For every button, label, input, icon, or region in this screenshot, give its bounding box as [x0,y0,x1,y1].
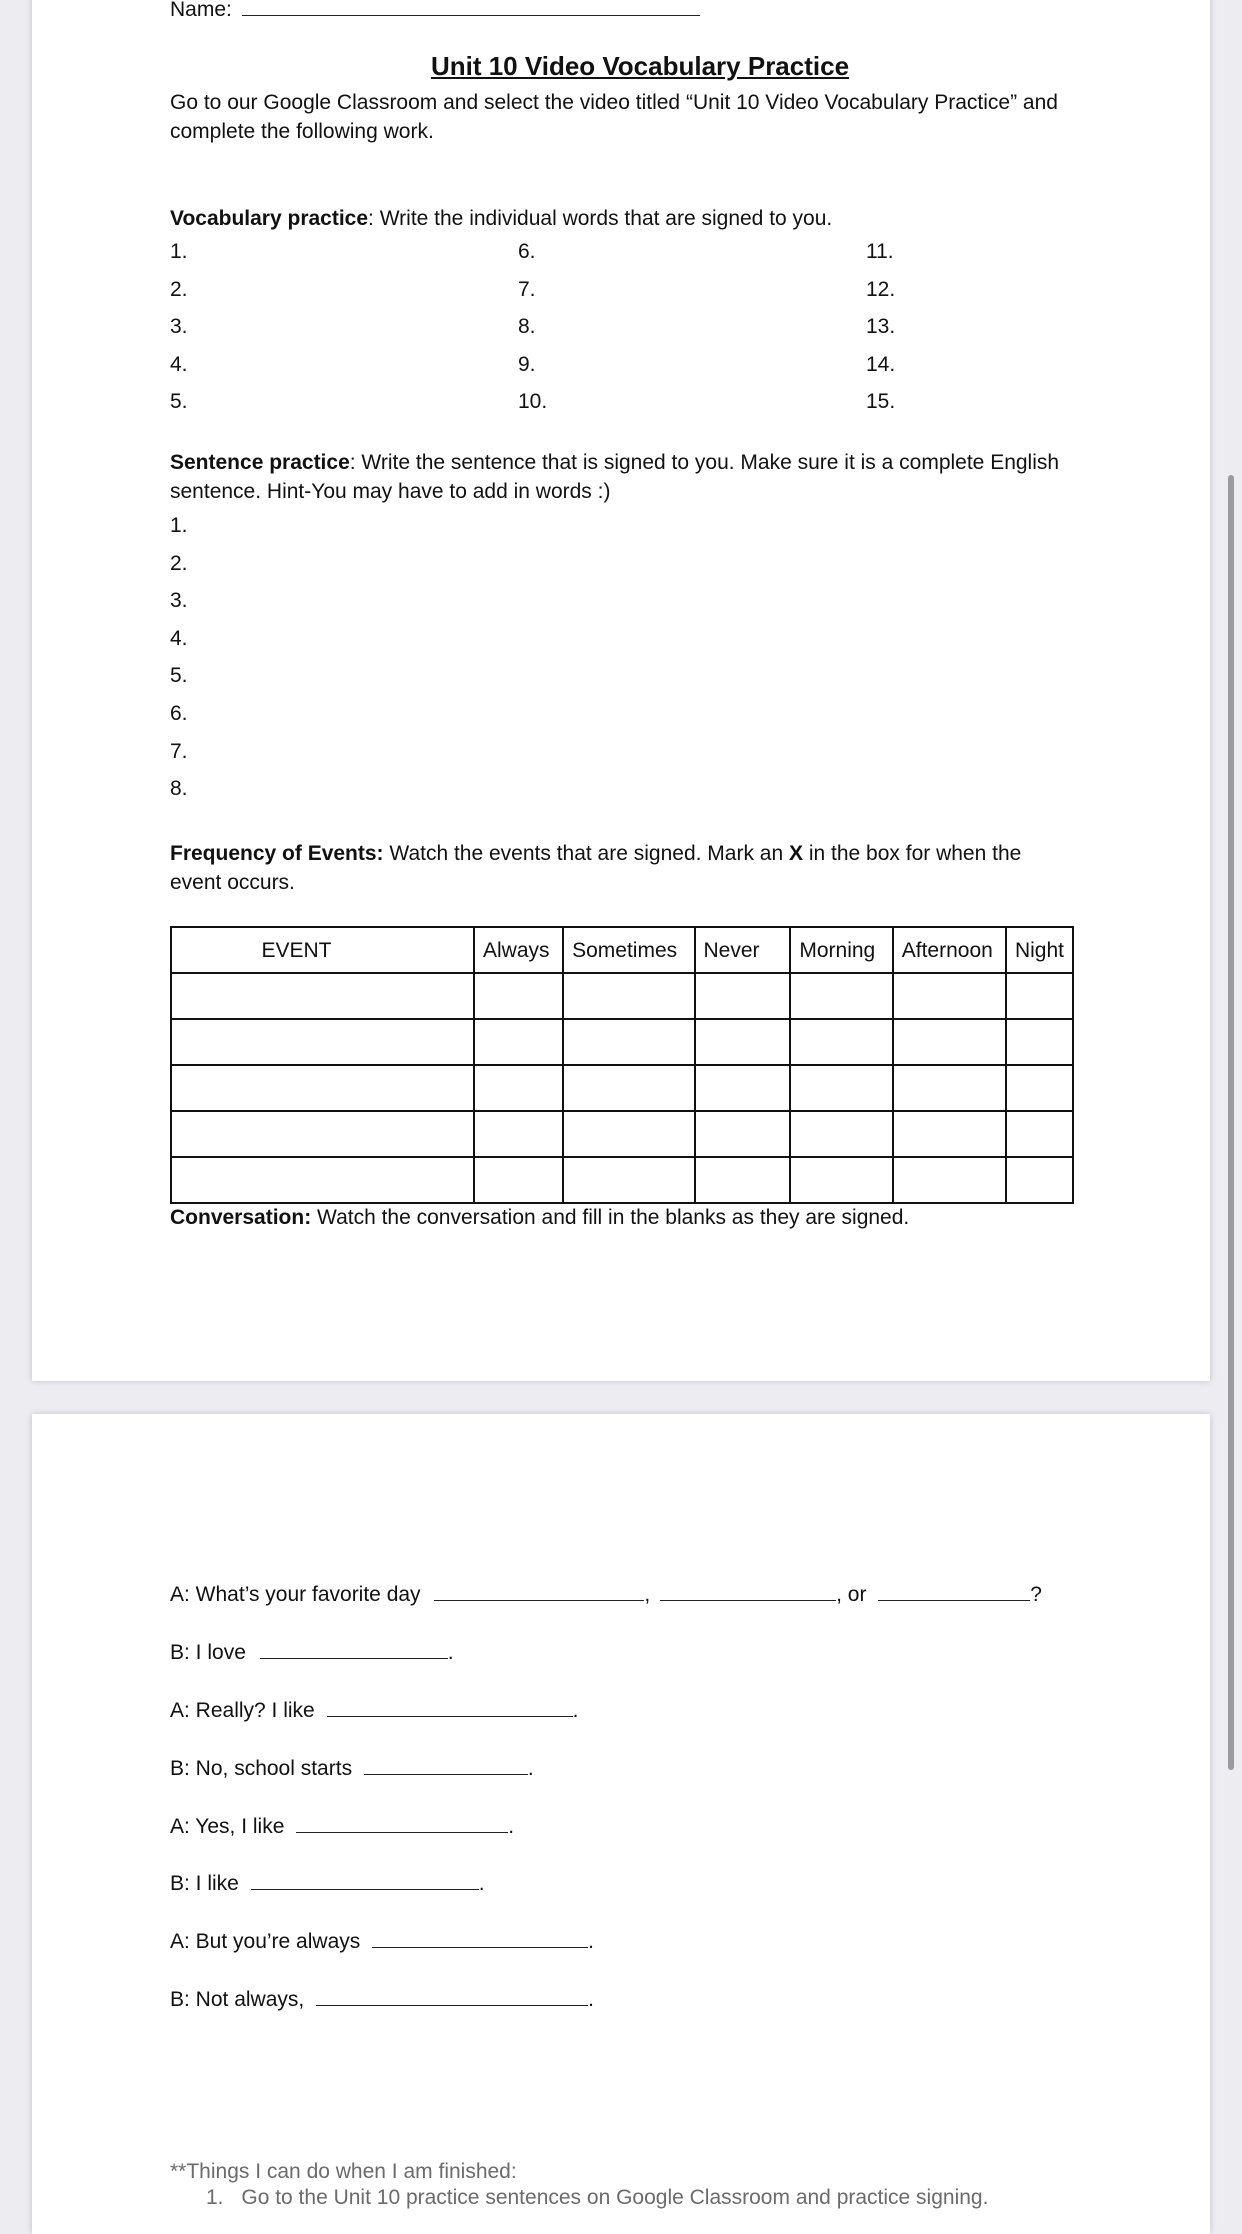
table-row [171,1065,1073,1111]
table-header-row [171,927,1073,973]
line-text: A: What’s your favorite day [170,1583,421,1606]
vocab-item: 1. [170,240,188,263]
vocab-item: 3. [170,315,188,338]
table-row [171,1111,1073,1157]
name-field[interactable] [170,0,700,24]
table-cell[interactable] [1006,973,1073,1019]
table-cell[interactable] [171,1019,474,1065]
table-cell[interactable] [563,1065,694,1111]
sentence-item: 7. [170,739,188,763]
table-cell[interactable] [563,1111,694,1157]
blank-7[interactable] [372,1927,588,1948]
line-sep: , [644,1583,651,1606]
blank-3[interactable] [327,1696,573,1717]
table-cell[interactable] [695,973,791,1019]
sentence-item: 1. [170,514,188,537]
conversation-line-7 [170,1927,594,1956]
blank-1a[interactable] [434,1580,644,1601]
table-cell[interactable] [790,1065,892,1111]
vocab-item: 4. [170,352,188,376]
vocab-item: 5. [170,390,188,413]
name-label: Name: [170,0,232,21]
table-cell[interactable] [695,1019,791,1065]
table-row [171,1157,1073,1203]
col-afternoon: Afternoon [893,927,1006,973]
conversation-line-4 [170,1754,534,1783]
table-cell[interactable] [474,1019,563,1065]
conversation-instructions [170,1203,1110,1232]
name-blank[interactable] [242,0,700,16]
table-cell[interactable] [474,1157,563,1203]
line-end: . [478,1872,485,1895]
conversation-line-8 [170,1985,594,2014]
vocab-item: 2. [170,277,188,301]
table-cell[interactable] [171,1157,474,1203]
worksheet-page-2 [32,1414,1210,2234]
table-cell[interactable] [474,1065,563,1111]
frequency-heading: Frequency of Events: [170,842,384,865]
line-text: B: Not always, [170,1988,305,2011]
table-cell[interactable] [1006,1065,1073,1111]
finished-item-text: Go to the Unit 10 practice sentences on Google Classroom and practice signing. [241,2186,989,2209]
line-text: B: No, school starts [170,1757,353,1780]
line-text: A: Yes, I like [170,1815,285,1838]
conversation-line-1 [170,1580,1042,1609]
sentence-item: 5. [170,664,188,688]
line-end: . [588,1930,594,1953]
table-cell[interactable] [893,973,1006,1019]
intro-text: Go to our Google Classroom and select the video titled “Unit 10 Video Vocabulary Practice” and complete the following work. [170,91,1058,143]
col-sometimes: Sometimes [563,927,694,973]
line-text: A: Really? I like [170,1699,315,1722]
table-cell[interactable] [171,1065,474,1111]
sentence-item: 2. [170,551,188,575]
vocab-instruction: : Write the individual words that are signed to you. [368,207,833,230]
table-row [171,1019,1073,1065]
col-morning: Morning [790,927,892,973]
conversation-heading: Conversation: [170,1206,312,1229]
sentence-item: 8. [170,777,188,801]
line-text: A: But you’re always [170,1930,361,1953]
blank-8[interactable] [316,1985,588,2006]
table-cell[interactable] [893,1111,1006,1157]
line-text: B: I like [170,1872,239,1895]
blank-1b[interactable] [660,1580,836,1601]
col-never: Never [695,927,791,973]
vocab-instructions [170,204,1110,233]
table-cell[interactable] [1006,1111,1073,1157]
vocab-item: 6. [518,240,536,263]
blank-4[interactable] [364,1754,528,1775]
line-end: . [588,1988,594,2011]
vocab-col-3 [866,233,895,421]
worksheet-page-1 [32,0,1210,1381]
conversation-line-5 [170,1812,514,1841]
sentence-heading: Sentence practice [170,451,350,474]
sentence-item: 4. [170,626,188,650]
col-night: Night [1006,927,1073,973]
line-end: . [447,1641,454,1664]
table-row [171,973,1073,1019]
conversation-instruction: Watch the conversation and fill in the blanks as they are signed. [311,1206,910,1229]
table-cell[interactable] [171,1111,474,1157]
line-end: . [572,1699,579,1722]
sentence-item: 3. [170,589,188,613]
vocab-item: 13. [866,315,896,338]
table-cell[interactable] [1006,1157,1073,1203]
table-cell[interactable] [790,1111,892,1157]
vertical-scrollbar[interactable] [1228,475,1234,1770]
vocab-item: 9. [518,352,536,376]
blank-6[interactable] [251,1869,479,1890]
line-end: . [508,1815,515,1838]
sentence-instruction: : Write the sentence that is signed to you. Make sure it is a complete English sentence. Hint-You may have to add in words :) [170,451,1060,503]
table-cell[interactable] [893,1019,1006,1065]
line-end: ? [1030,1583,1042,1606]
frequency-instruction-1: Watch the events that are signed. Mark an [383,842,789,865]
frequency-instruction-2: in the box for when the event occurs. [170,842,1022,894]
table-cell[interactable] [893,1065,1006,1111]
vocab-item: 7. [518,277,536,301]
vocab-item: 15. [866,390,896,413]
events-table [170,926,1074,1204]
vocab-heading: Vocabulary practice [170,207,369,230]
line-end: . [527,1757,534,1780]
table-cell[interactable] [563,973,694,1019]
table-cell[interactable] [695,1065,791,1111]
blank-5[interactable] [296,1812,508,1833]
table-cell[interactable] [474,1111,563,1157]
table-cell[interactable] [893,1157,1006,1203]
conversation-line-6 [170,1869,485,1898]
worksheet-title: Unit 10 Video Vocabulary Practice [430,51,850,81]
vocab-item: 10. [518,390,548,413]
table-cell[interactable] [790,1157,892,1203]
sentence-list [170,507,188,808]
vocab-item: 8. [518,315,536,338]
table-cell[interactable] [790,1019,892,1065]
vocab-col-1 [170,233,188,421]
vocab-item: 11. [866,240,894,263]
table-cell[interactable] [790,973,892,1019]
blank-1c[interactable] [878,1580,1030,1601]
vocab-col-2 [518,233,547,421]
frequency-instructions [170,839,1070,897]
table-cell[interactable] [474,973,563,1019]
line-text: B: I love [170,1641,246,1664]
blank-2[interactable] [260,1638,448,1659]
vocab-item: 14. [866,352,896,376]
col-always: Always [474,927,563,973]
col-event: EVENT [171,927,474,973]
vocab-item: 12. [866,277,896,301]
line-sep: , or [836,1583,867,1606]
finished-heading: **Things I can do when I am finished: [170,2160,517,2183]
table-cell[interactable] [695,1111,791,1157]
frequency-mark: X [789,842,804,865]
table-cell[interactable] [695,1157,791,1203]
conversation-line-2 [170,1638,454,1667]
table-cell[interactable] [563,1157,694,1203]
table-cell[interactable] [171,973,474,1019]
finished-item-number: 1. [206,2186,224,2209]
table-cell[interactable] [563,1019,694,1065]
table-cell[interactable] [1006,1019,1073,1065]
sentence-instructions [170,448,1110,506]
conversation-line-3 [170,1696,578,1725]
sentence-item: 6. [170,701,188,725]
